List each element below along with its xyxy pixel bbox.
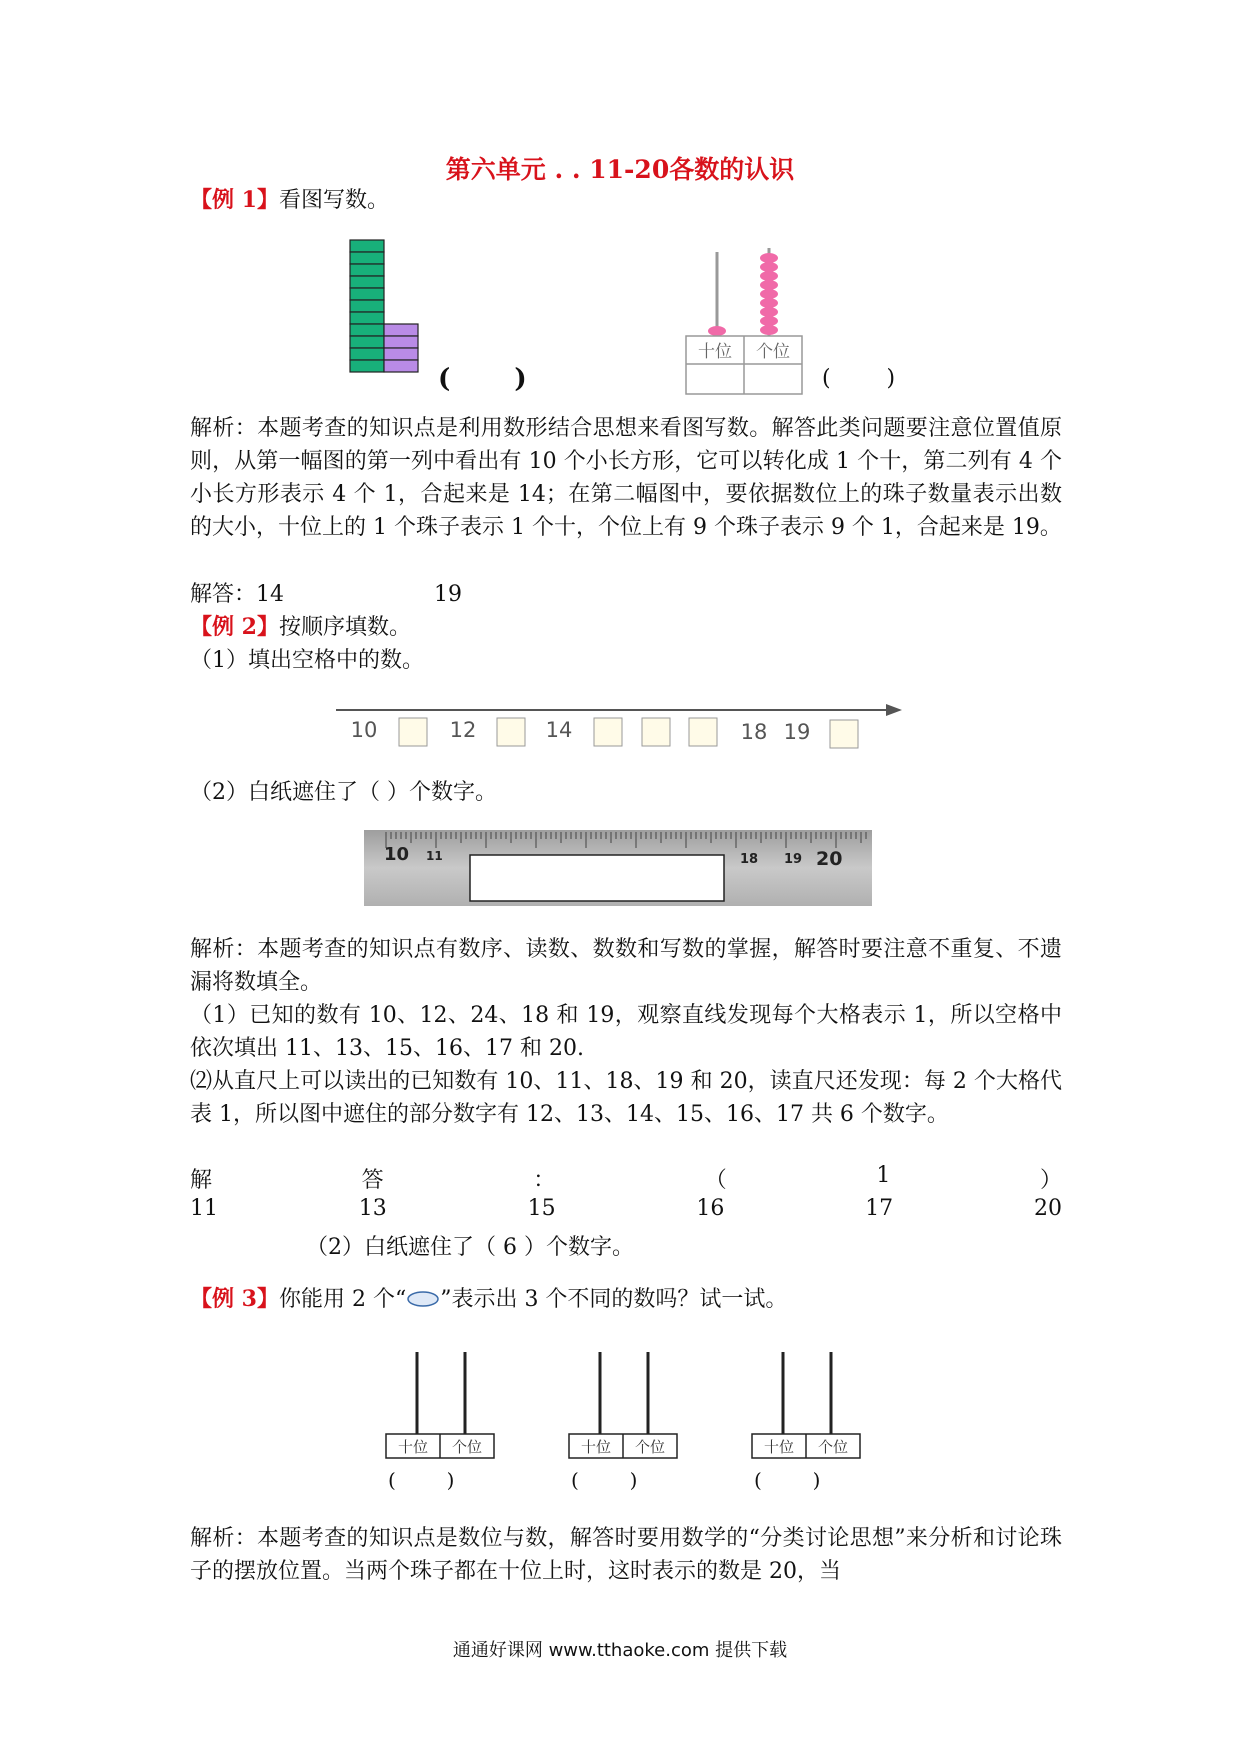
- bead-icon: [406, 1290, 440, 1308]
- tens-column: [350, 240, 384, 372]
- ones-label: 个位: [634, 1438, 666, 1456]
- ruler-label: 10: [384, 844, 410, 865]
- example-3-analysis: 解析：本题考查的知识点是数位与数，解答时要用数学的“分类讨论思想”来分析和讨论珠子的摆放位置。当两个珠子都在十位上时，这时表示的数是 20，当: [190, 1526, 1062, 1584]
- abacus-blank-3: [746, 1348, 866, 1468]
- ones-label: 个位: [756, 342, 790, 362]
- example-2-analysis-1: 解析：本题考查的知识点有数序、读数、数数和写数的掌握，解答时要注意不重复、不遗漏将数填全。: [190, 937, 1062, 995]
- example-1-analysis: 解析：本题考查的知识点是利用数形结合思想来看图写数。解答此类问题要注意位置值原则，从第一幅图的第一列中看出有 10 个小长方形，它可以转化成 1 个十，第二列有 4 个小长方形表示 4 个 1，合起来是 14；在第二幅图中，要依据数位上的珠子数量表示出数的大小，十位上的 1 个珠子表示 1 个十，个位上有 9 个珠子表示 9 个 1，合起来是 19。: [190, 416, 1062, 540]
- ruler-label: 18: [740, 852, 759, 867]
- example-3-prompt-b: ”表示出 3 个不同的数吗？试一试。: [440, 1287, 788, 1312]
- numberline-label: 19: [783, 720, 811, 744]
- blank-box: [830, 720, 858, 748]
- example-2-q2: （2）白纸遮住了（ ）个数字。: [190, 780, 497, 805]
- example-1-heading: [190, 183, 389, 214]
- tens-label: 十位: [397, 1438, 429, 1456]
- bead: [760, 307, 778, 317]
- page-footer: 通通好课网 www.tthaoke.com 提供下载: [452, 1640, 788, 1661]
- bead: [760, 325, 778, 335]
- example-2-prompt: 按顺序填数。: [278, 615, 411, 640]
- example-2-answer-line-3: （2）白纸遮住了（ 6 ）个数字。: [306, 1235, 634, 1260]
- ruler-label: 20: [816, 848, 843, 870]
- bead: [760, 289, 778, 299]
- answer-paren-1: ( ): [438, 364, 527, 394]
- white-paper-cover: [470, 855, 724, 901]
- example-2-q1: （1）填出空格中的数。: [190, 648, 424, 673]
- numberline-label: 12: [449, 718, 477, 742]
- bead: [760, 253, 778, 263]
- example-2-analysis-3: ⑵从直尺上可以读出的已知数有 10、11、18、19 和 20，读直尺还发现：每 2 个大格代表 1，所以图中遮住的部分数字有 12、13、14、15、16、17 共 6 个数字。: [190, 1069, 1062, 1127]
- tens-label: 十位: [698, 342, 732, 362]
- ones-column: [384, 324, 418, 372]
- abacus-blank-2: [563, 1348, 683, 1468]
- ruler-figure: [364, 830, 872, 906]
- blank-box: [642, 718, 670, 746]
- abacus-blank-1: [380, 1348, 500, 1468]
- numberline-label: 18: [740, 720, 768, 744]
- blank-box: [399, 718, 427, 746]
- tens-label: 十位: [763, 1438, 795, 1456]
- tens-label: 十位: [580, 1438, 612, 1456]
- ruler-label: 11: [426, 849, 443, 863]
- blank-box: [594, 718, 622, 746]
- example-2-analysis-2: （1）已知的数有 10、12、24、18 和 19，观察直线发现每个大格表示 1，所以空格中依次填出 11、13、15、16、17 和 20.: [190, 1003, 1062, 1061]
- ruler-label: 19: [784, 852, 803, 867]
- answer-paren-a: ( ): [388, 1468, 455, 1492]
- abacus-figure-1: [680, 244, 820, 404]
- ones-label: 个位: [817, 1438, 849, 1456]
- answer-paren-c: ( ): [754, 1468, 821, 1492]
- page-title: 第六单元 . . 11-20各数的认识: [445, 155, 795, 184]
- answer-paren-2: ( ): [822, 366, 896, 391]
- numberline-label: 10: [350, 718, 378, 742]
- bead: [760, 316, 778, 326]
- answer-paren-b: ( ): [571, 1468, 638, 1492]
- bead: [760, 298, 778, 308]
- bead: [760, 271, 778, 281]
- example-2-heading: [190, 610, 411, 641]
- blank-box: [497, 718, 525, 746]
- example-2-answer-row-2: 11 13 15 16 17 20: [190, 1196, 1062, 1221]
- bead: [708, 326, 726, 336]
- blank-box: [689, 718, 717, 746]
- ones-label: 个位: [451, 1438, 483, 1456]
- bead: [760, 280, 778, 290]
- bead: [760, 262, 778, 272]
- example-3-tag: 【例 3】: [190, 1286, 279, 1312]
- example-2-tag: 【例 2】: [190, 614, 279, 640]
- numberline-label: 14: [545, 718, 573, 742]
- example-2-answer-row-1: 解 答 ： （ 1 ）: [190, 1163, 1062, 1193]
- example-3-heading: [190, 1282, 787, 1313]
- example-1-tag: 【例 1】: [190, 187, 279, 213]
- example-1-answer: 解答：14 19: [190, 582, 463, 607]
- number-line: [330, 690, 910, 760]
- example-1-prompt: 看图写数。: [278, 188, 389, 213]
- example-3-prompt-a: 你能用 2 个“: [278, 1287, 407, 1312]
